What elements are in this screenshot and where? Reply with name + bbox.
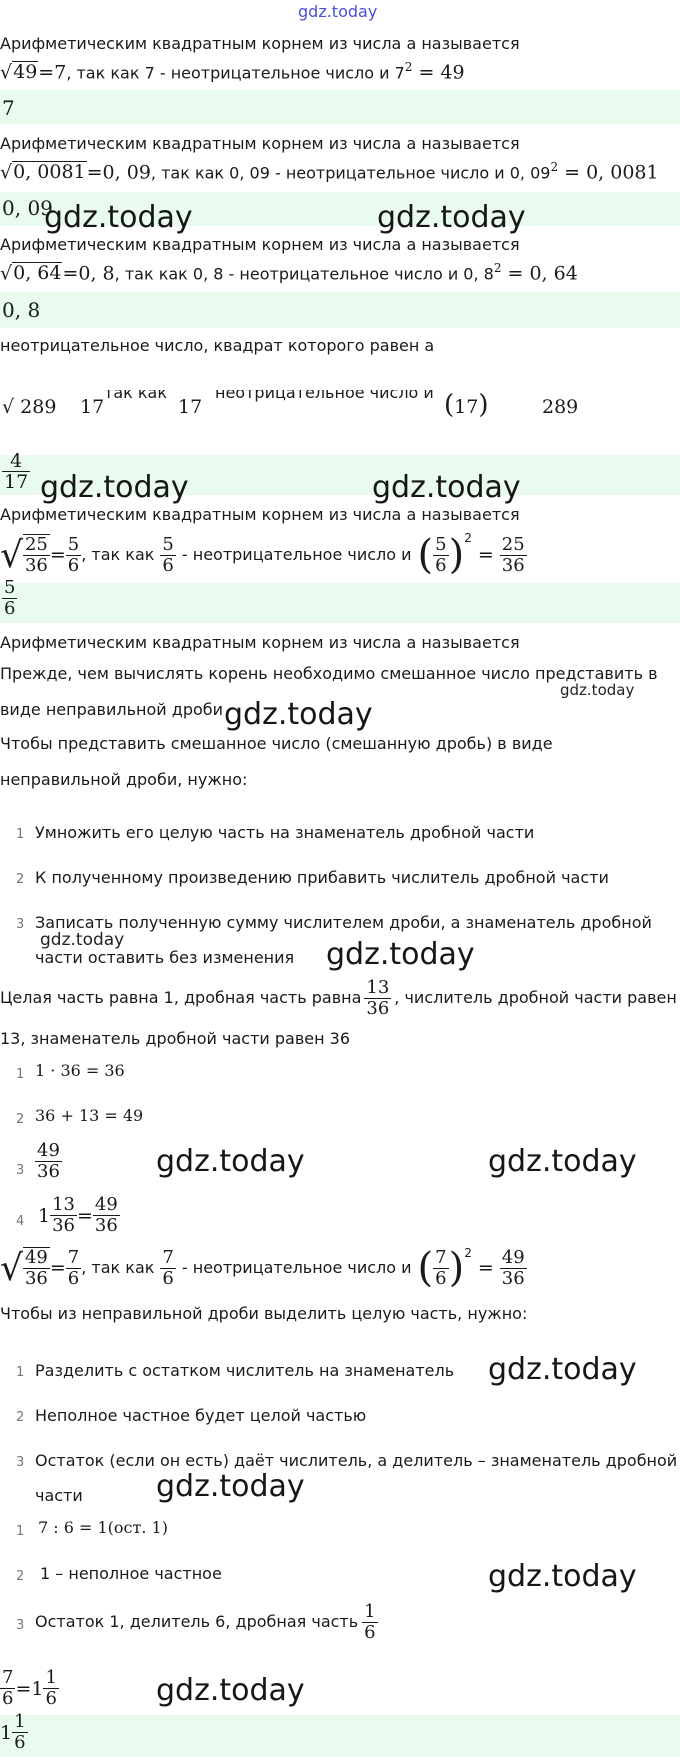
watermark: gdz.today	[377, 200, 526, 235]
watermark: gdz.today	[372, 470, 521, 505]
calc-step-1: 1 · 36 = 36	[35, 1061, 125, 1080]
step-number: 2	[16, 1569, 25, 1584]
extract-calc-3: Остаток 1, делитель 6, дробная часть $\frac{1}{6}$	[35, 1600, 376, 1643]
rule-step-1: Умножить его целую часть на знаменатель дробной части	[35, 823, 535, 842]
rule-step-2: К полученному произведению прибавить числитель дробной части	[35, 868, 609, 887]
rule-step-3: Записать полученную сумму числителем дроби, а знаменатель дробной	[35, 913, 652, 932]
step-number: 1	[16, 1524, 25, 1539]
watermark: gdz.today	[488, 1352, 637, 1387]
mixed-rule-line-1: Чтобы представить смешанное число (смешанную дробь) в виде	[0, 734, 553, 753]
watermark: gdz.today	[156, 1144, 305, 1179]
answer-band-5	[0, 583, 680, 623]
watermark-small: gdz.today	[560, 681, 635, 699]
extract-calc-2: 1 – неполное частное	[40, 1564, 222, 1583]
extract-step-1: Разделить с остатком числитель на знаменатель	[35, 1361, 455, 1380]
extract-step-3-cont: части	[35, 1486, 83, 1505]
equation-4-text: так как	[104, 390, 168, 402]
equation-4-root: √ 289	[2, 396, 57, 418]
definition-text: Арифметическим квадратным корнем из числа a называется	[0, 633, 520, 652]
final-answer: 1 $\frac{1}{6}$	[0, 1711, 26, 1753]
calc-step-4: 1 $\frac{13}{36}$ = $\frac{49}{36}$	[38, 1194, 118, 1236]
answer-band-3	[0, 292, 680, 328]
equation-6: √ $\frac{49}{36}$ = $\frac{7}{6}$ , так как $\frac{7}{6}$ - неотрицательное число и ( $\frac{7}{6}$ ) $^2$ = $\frac{49}{36}$	[0, 1245, 525, 1291]
watermark: gdz.today	[224, 697, 373, 732]
equation-4-paren: (17)	[444, 390, 489, 420]
watermark: gdz.today	[40, 470, 189, 505]
step-number: 3	[16, 1455, 25, 1470]
equation-4-text: неотрицательное число и	[215, 390, 434, 402]
answer-3: 0, 8	[2, 298, 41, 322]
final-equation: $\frac{7}{6}$ =1 $\frac{1}{6}$	[2, 1667, 57, 1709]
equation-5: √ $\frac{25}{36}$ = $\frac{5}{6}$ , так как $\frac{5}{6}$ - неотрицательное число и ( $\frac{5}{6}$ ) $^2$ = $\frac{25}{36}$	[0, 531, 525, 578]
answer-band-1	[0, 90, 680, 124]
whole-line-1: Целая часть равна 1, дробная часть равна $\frac{13}{36}$ , числитель дробной части равен	[0, 976, 677, 1019]
watermark: gdz.today	[488, 1559, 637, 1594]
calc-step-2: 36 + 13 = 49	[35, 1106, 144, 1125]
watermark-small: gdz.today	[40, 930, 125, 950]
extract-calc-1: 7 : 6 = 1(ост. 1)	[38, 1518, 168, 1537]
rule-step-3-cont: части оставить без изменения	[35, 948, 295, 967]
step-number: 2	[16, 1112, 25, 1127]
step-number: 1	[16, 1067, 25, 1082]
watermark: gdz.today	[44, 200, 193, 235]
answer-1: 7	[2, 96, 15, 120]
definition-text: Арифметическим квадратным корнем из числа a называется	[0, 34, 520, 53]
step-number: 2	[16, 1410, 25, 1425]
watermark: gdz.today	[156, 1673, 305, 1708]
definition-text: Арифметическим квадратным корнем из числа a называется	[0, 134, 520, 153]
step-number: 1	[16, 1365, 25, 1380]
step-number: 3	[16, 1618, 25, 1633]
definition-tail: неотрицательное число, квадрат которого равен a	[0, 336, 435, 355]
answer-4: $\frac{4}{17}$	[4, 450, 29, 493]
equation-4-result: 17	[80, 396, 105, 418]
answer-5: $\frac{5}{6}$	[4, 577, 16, 619]
watermark: gdz.today	[488, 1144, 637, 1179]
answer-band-final	[0, 1715, 680, 1757]
mixed-rule-line-2: неправильной дроби, нужно:	[0, 770, 248, 789]
extract-step-2: Неполное частное будет целой частью	[35, 1406, 367, 1425]
whole-line-2: 13, знаменатель дробной части равен 36	[0, 1029, 350, 1048]
equation-1: √49=7, так как 7 - неотрицательное число и $7^2 = 49$	[0, 60, 465, 84]
answer-2: 0, 09	[2, 196, 53, 220]
watermark: gdz.today	[326, 937, 475, 972]
equation-4-rhs: 289	[542, 396, 579, 418]
extract-rule: Чтобы из неправильной дроби выделить целую часть, нужно:	[0, 1304, 528, 1323]
equation-2: √0, 0081=0, 09, так как 0, 09 - неотрицательное число и 0, $09^2 = 0$, 0081	[0, 160, 659, 184]
extract-step-3: Остаток (если он есть) даёт числитель, а делитель – знаменатель дробной	[35, 1451, 678, 1470]
step-number: 3	[16, 1163, 25, 1178]
step-number: 1	[16, 827, 25, 842]
calc-step-3: $\frac{49}{36}$	[37, 1140, 60, 1182]
step-number: 3	[16, 917, 25, 932]
mixed-intro-line-2: виде неправильной дроби	[0, 700, 224, 719]
watermark-top: gdz.today	[298, 2, 378, 21]
step-number: 4	[16, 1214, 25, 1229]
definition-text: Арифметическим квадратным корнем из числа a называется	[0, 505, 520, 524]
definition-text: Арифметическим квадратным корнем из числа a называется	[0, 235, 520, 254]
step-number: 2	[16, 872, 25, 887]
equation-3: √0, 64=0, 8, так как 0, 8 - неотрицательное число и 0, $8^2 = 0$, 64	[0, 261, 578, 285]
equation-4-mid: 17	[178, 396, 203, 418]
mixed-intro-line-1: Прежде, чем вычислять корень необходимо смешанное число представить в	[0, 664, 658, 683]
watermark: gdz.today	[156, 1469, 305, 1504]
equation-4-clipped	[0, 390, 680, 420]
